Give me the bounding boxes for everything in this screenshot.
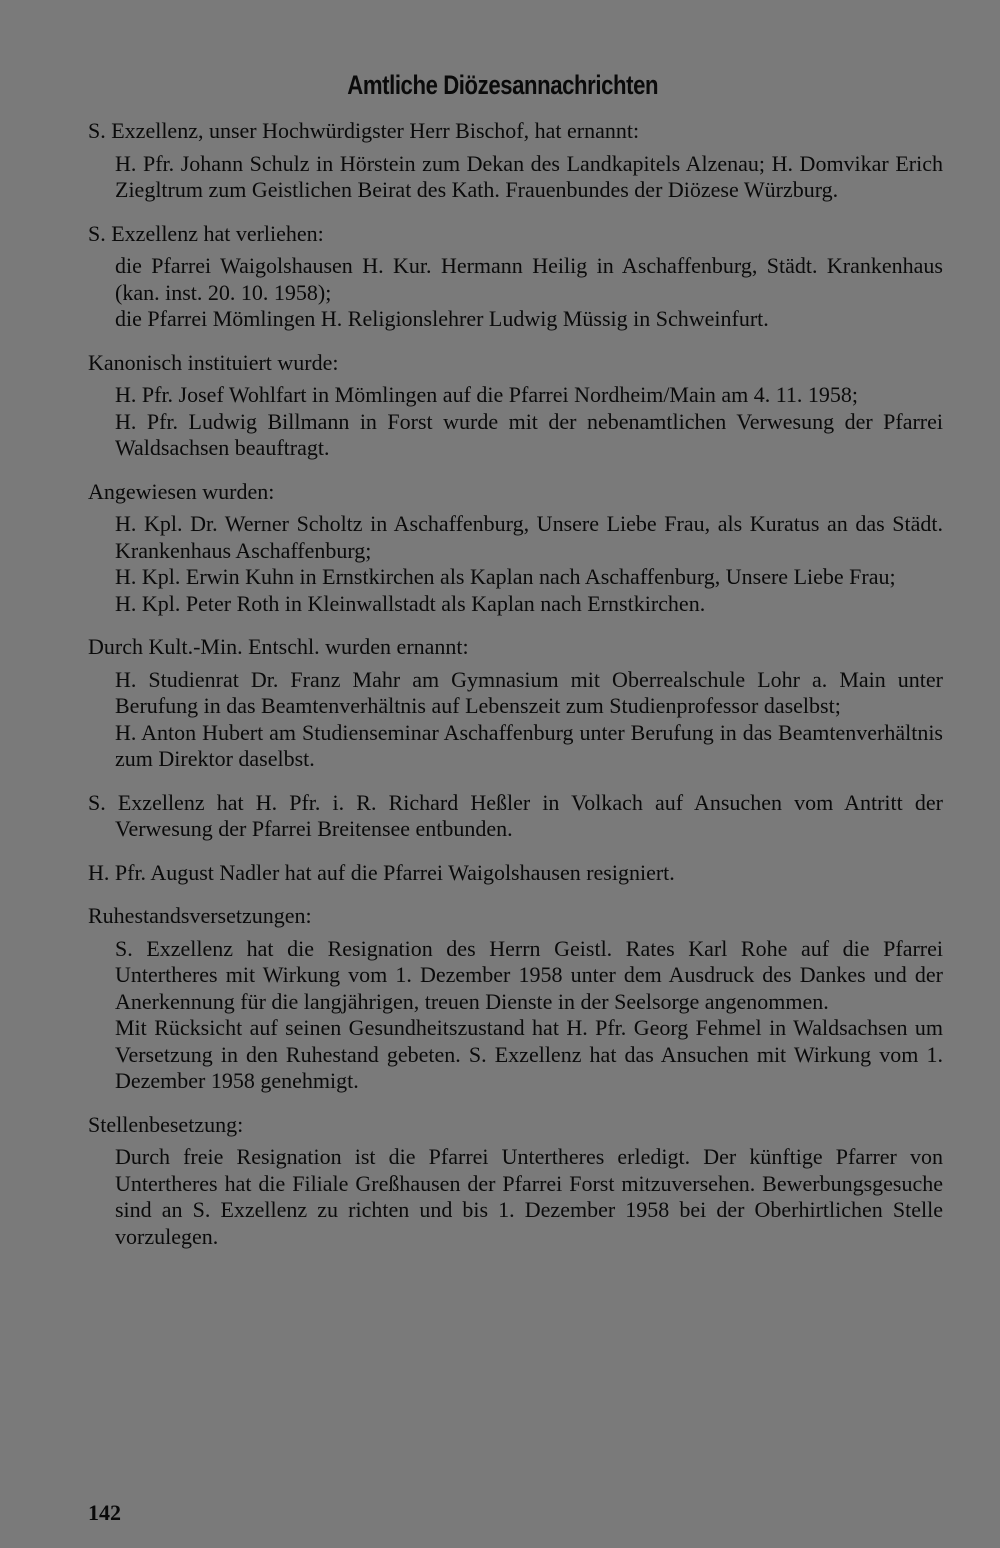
section-entbunden bbox=[88, 790, 943, 843]
paragraph: die Pfarrei Waigolshausen H. Kur. Hermann Heilig in Aschaffenburg, Städt. Krankenhaus (kan. inst. 20. 10. 1958); bbox=[115, 253, 943, 305]
section-kultusministerium bbox=[88, 634, 943, 773]
paragraph: Mit Rücksicht auf seinen Gesundheitszustand hat H. Pfr. Georg Fehmel in Waldsachsen um Versetzung in den Ruhestand gebeten. S. Exzellenz hat das Ansuchen mit Wirkung vom 1. Dezember 1958 genehmigt. bbox=[115, 1015, 943, 1093]
paragraph: die Pfarrei Mömlingen H. Religionslehrer Ludwig Müssig in Schweinfurt. bbox=[115, 306, 769, 331]
section-heading: Angewiesen wurden: bbox=[88, 478, 275, 504]
page-title: Amtliche Diözesannachrichten bbox=[347, 70, 659, 100]
section-body bbox=[115, 511, 943, 617]
paragraph: H. Pfr. Johann Schulz in Hörstein zum Dekan des Landkapitels Alzenau; H. Domvikar Erich Ziegltrum zum Geistlichen Beirat des Kath. Frauenbundes der Diözese Würzburg. bbox=[115, 150, 943, 202]
section-angewiesen bbox=[88, 479, 943, 618]
paragraph: H. Anton Hubert am Studienseminar Aschaffenburg unter Berufung in das Beamtenverhältnis zum Direktor daselbst. bbox=[115, 719, 943, 771]
page-number: 142 bbox=[88, 1500, 121, 1525]
section-resigniert bbox=[88, 860, 943, 887]
section-body bbox=[115, 1144, 943, 1250]
section-heading: Kanonisch instituiert wurde: bbox=[88, 349, 339, 375]
section-heading: S. Exzellenz, unser Hochwürdigster Herr Bischof, hat ernannt: bbox=[88, 118, 640, 143]
section-instituiert bbox=[88, 350, 943, 462]
section-verliehen bbox=[88, 221, 943, 333]
section-stellenbesetzung bbox=[88, 1112, 943, 1251]
paragraph: H. Kpl. Peter Roth in Kleinwallstadt als Kaplan nach Ernstkirchen. bbox=[115, 590, 706, 616]
paragraph: H. Studienrat Dr. Franz Mahr am Gymnasium mit Oberrealschule Lohr a. Main unter Berufung in das Beamtenverhältnis auf Lebenszeit zum Studienprofessor daselbst; bbox=[115, 666, 943, 718]
section-heading: S. Exzellenz hat verliehen: bbox=[88, 220, 324, 246]
section-body bbox=[115, 253, 943, 333]
section-paragraph: H. Pfr. August Nadler hat auf die Pfarrei Waigolshausen resigniert. bbox=[88, 859, 675, 885]
section-paragraph: S. Exzellenz hat H. Pfr. i. R. Richard Heßler in Volkach auf Ansuchen vom Antritt der Verwesung der Pfarrei Breitensee entbunden. bbox=[88, 789, 943, 841]
section-body bbox=[115, 667, 943, 773]
section-body bbox=[115, 936, 943, 1095]
section-ernannt bbox=[88, 118, 943, 204]
section-heading: Ruhestandsversetzungen: bbox=[88, 903, 312, 928]
paragraph: H. Kpl. Erwin Kuhn in Ernstkirchen als Kaplan nach Aschaffenburg, Unsere Liebe Frau; bbox=[115, 564, 896, 589]
paragraph: H. Pfr. Josef Wohlfart in Mömlingen auf die Pfarrei Nordheim/Main am 4. 11. 1958; bbox=[115, 382, 859, 407]
section-body bbox=[115, 382, 943, 462]
paragraph: H. Pfr. Ludwig Billmann in Forst wurde mit der nebenamtlichen Verwesung der Pfarrei Waldsachsen beauftragt. bbox=[115, 408, 943, 460]
section-heading: Durch Kult.-Min. Entschl. wurden ernannt: bbox=[88, 634, 469, 659]
section-heading: Stellenbesetzung: bbox=[88, 1111, 244, 1137]
paragraph: S. Exzellenz hat die Resignation des Herrn Geistl. Rates Karl Rohe auf die Pfarrei Untertheres mit Wirkung vom 1. Dezember 1958 unter dem Ausdruck des Dankes und der Anerkennung für die langjährigen, treuen Dienste in der Seelsorge angenommen. bbox=[115, 935, 943, 1014]
section-body bbox=[115, 151, 943, 204]
paragraph: H. Kpl. Dr. Werner Scholtz in Aschaffenburg, Unsere Liebe Frau, als Kuratus an das Städt. Krankenhaus Aschaffenburg; bbox=[115, 511, 943, 563]
section-ruhestand bbox=[88, 903, 943, 1095]
announcements bbox=[88, 118, 943, 1267]
paragraph: Durch freie Resignation ist die Pfarrei Untertheres erledigt. Der künftige Pfarrer von Untertheres hat die Filiale Greßhausen der Pfarrei Forst mitzuversehen. Bewerbungsgesuche sind an S. Exzellenz zu richten und bis 1. Dezember 1958 bei der Oberhirtlichen Stelle vorzulegen. bbox=[115, 1144, 943, 1249]
